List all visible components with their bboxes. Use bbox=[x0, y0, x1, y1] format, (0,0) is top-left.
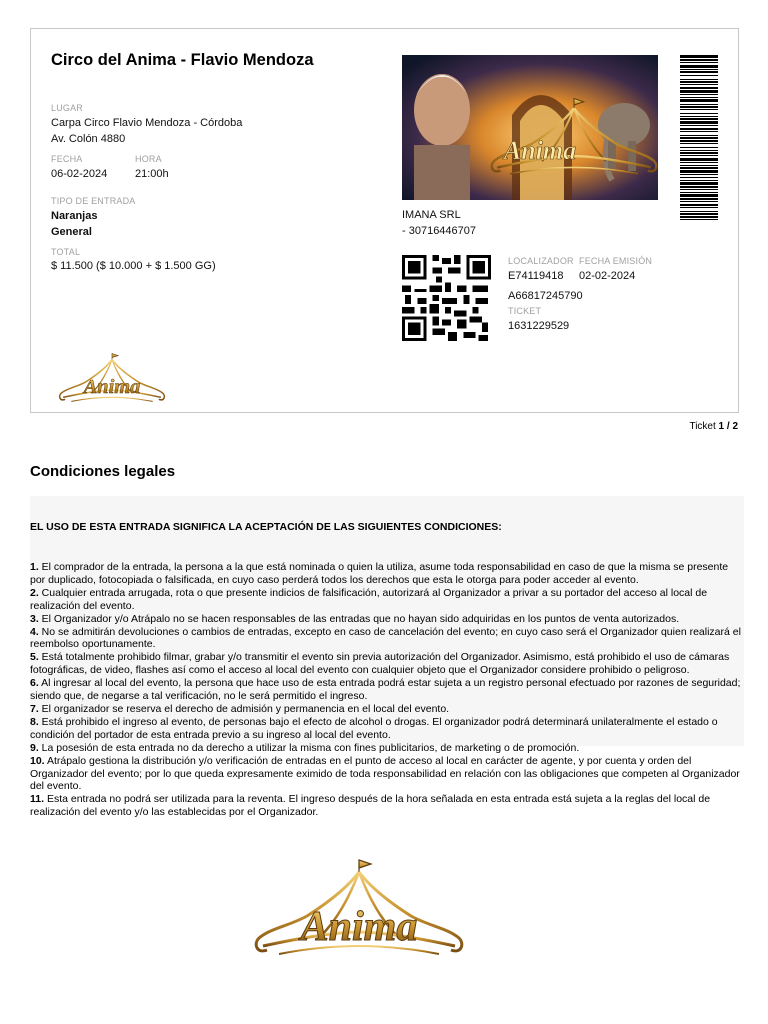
qr-code bbox=[402, 255, 491, 341]
barcode-bar bbox=[680, 162, 718, 163]
logo-small-text: Anima bbox=[83, 376, 141, 399]
barcode-bar bbox=[680, 186, 718, 188]
hora-value: 21:00h bbox=[135, 168, 169, 180]
barcode-bar bbox=[680, 216, 718, 218]
barcode-bar bbox=[680, 198, 718, 200]
barcode-bar bbox=[680, 211, 718, 212]
organizer-name: IMANA SRL bbox=[402, 209, 461, 221]
organizer-cuit: - 30716446707 bbox=[402, 225, 477, 237]
barcode-bar bbox=[680, 192, 718, 193]
barcode-bar bbox=[680, 165, 718, 166]
barcode-bar bbox=[680, 137, 718, 139]
hora-label: HORA bbox=[135, 154, 162, 164]
fecha-emision-label: FECHA EMISIÓN bbox=[579, 256, 653, 266]
barcode-bar bbox=[680, 125, 718, 126]
barcode-bar bbox=[680, 207, 718, 208]
barcode-bar bbox=[680, 99, 718, 102]
condition-item: 8. Está prohibido el ingreso al evento, de personas bajo el efecto de alcohol o drogas. El organizador podrá determinará unilateralmente el estado o condición del portador de esta entrada previo a su ingreso al local del evento. bbox=[30, 715, 718, 741]
condition-item: 2. Cualquier entrada arrugada, rota o que presente indicios de falsificación, autorizará al Organizador a privar a su portador del acceso al local de realización del evento. bbox=[30, 586, 708, 612]
barcode-bar bbox=[680, 140, 718, 142]
localizador-value: E74119418 bbox=[508, 270, 564, 282]
logo-large-text: Anima bbox=[300, 904, 418, 950]
ticket-pagination-prefix: Ticket bbox=[689, 421, 719, 432]
barcode-bar bbox=[680, 118, 718, 120]
total-value: $ 11.500 ($ 10.000 + $ 1.500 GG) bbox=[51, 260, 216, 272]
fecha-emision-value: 02-02-2024 bbox=[579, 270, 636, 282]
lugar-label: LUGAR bbox=[51, 103, 84, 113]
barcode-bar bbox=[680, 81, 718, 83]
tipo-entrada-line1: Naranjas bbox=[51, 210, 98, 222]
barcode-bar bbox=[680, 147, 718, 148]
ticket-pagination-current: 1 bbox=[718, 421, 725, 432]
barcode-bar bbox=[680, 158, 718, 161]
barcode-bar bbox=[680, 182, 718, 185]
barcode-bar bbox=[680, 65, 718, 68]
barcode-bar bbox=[680, 213, 718, 215]
barcode-bar bbox=[680, 189, 718, 190]
barcode-bar bbox=[680, 204, 718, 206]
ticket-pagination bbox=[689, 421, 738, 432]
condition-item: 1. El comprador de la entrada, la persona a la que está nominada o quien la utiliza, asume toda responsabilidad en caso de que la misma se presente por duplicado, fotocopiada o falsificada, en cuyo caso perderá todos los derechos que esta le otorga para poder acceder al evento. bbox=[30, 561, 729, 586]
condition-item: 6. Al ingresar al local del evento, la persona que hace uso de esta entrada podrá estar sujeta a un registro personal efectuado por razones de seguridad; siendo que, de negarse a tal verificación, no le será permitido el ingreso. bbox=[30, 677, 741, 703]
barcode-bar bbox=[680, 167, 718, 169]
condition-item: 7. El organizador se reserva el derecho de admisión y permanencia en el local del evento. bbox=[30, 702, 450, 715]
barcode-bar bbox=[680, 201, 718, 202]
lugar-line1: Carpa Circo Flavio Mendoza - Córdoba bbox=[51, 117, 243, 129]
condition-item: 4. No se admitirán devoluciones o cambios de entradas, excepto en caso de cancelación del evento; en cuyo caso será el Organizador quien realizará el reembolso oportunamente. bbox=[30, 625, 741, 651]
fecha-value: 06-02-2024 bbox=[51, 168, 108, 180]
barcode-bar bbox=[680, 131, 718, 132]
barcode-bar bbox=[680, 59, 718, 61]
ticket-number: 1631229529 bbox=[508, 320, 570, 332]
conditions-list bbox=[30, 561, 742, 819]
poster-logo-text: Anima bbox=[503, 136, 577, 165]
conditions-heading: EL USO DE ESTA ENTRADA SIGNIFICA LA ACEPTACIÓN DE LAS SIGUIENTES CONDICIONES: bbox=[30, 521, 502, 533]
lugar-line2: Av. Colón 4880 bbox=[51, 133, 126, 145]
barcode-bar bbox=[680, 79, 718, 80]
barcode-bar bbox=[680, 116, 718, 117]
barcode-bar bbox=[680, 135, 718, 136]
total-label: TOTAL bbox=[51, 247, 81, 257]
conditions-title: Condiciones legales bbox=[30, 463, 176, 480]
barcode-bar bbox=[680, 150, 718, 151]
barcode-bar bbox=[680, 62, 718, 63]
barcode-bar bbox=[680, 87, 718, 89]
barcode bbox=[680, 55, 718, 359]
localizador-label: LOCALIZADOR bbox=[508, 256, 574, 266]
barcode-bar bbox=[680, 155, 718, 156]
barcode-bar bbox=[680, 90, 718, 93]
barcode-bar bbox=[680, 106, 718, 108]
event-poster-image bbox=[402, 55, 658, 200]
barcode-bar bbox=[680, 94, 718, 95]
barcode-bar bbox=[680, 104, 718, 105]
barcode-bar bbox=[680, 194, 718, 197]
condition-item: 9. La posesión de esta entrada no da derecho a utilizar la misma con fines publicitarios, de marketing o de promoción. bbox=[30, 741, 580, 754]
fecha-label: FECHA bbox=[51, 154, 83, 164]
tipo-entrada-line2: General bbox=[51, 226, 92, 238]
barcode-bar bbox=[680, 143, 718, 144]
barcode-bar bbox=[680, 69, 718, 70]
barcode-bar bbox=[680, 109, 718, 110]
ticket-pagination-total: 2 bbox=[732, 421, 738, 432]
barcode-bar bbox=[680, 121, 718, 124]
barcode-bar bbox=[680, 97, 718, 98]
condition-item: 5. Está totalmente prohibido filmar, grabar y/o transmitir el evento sin previa autorización del Organizador. Asimismo, está prohibido el uso de cámaras fotográficas, de video, flashes así como el acceso al local del evento con cualquier objeto que el Organizador considere prohibido o peligroso. bbox=[30, 651, 730, 677]
barcode-bar bbox=[680, 152, 718, 154]
barcode-bar bbox=[680, 128, 718, 130]
ticket-label: TICKET bbox=[508, 306, 542, 316]
barcode-bar bbox=[680, 55, 718, 58]
ticket-card bbox=[30, 28, 739, 413]
anima-logo-small bbox=[56, 351, 168, 409]
event-title: Circo del Anima - Flavio Mendoza bbox=[51, 51, 314, 69]
condition-item: 11. Esta entrada no podrá ser utilizada para la reventa. El ingreso después de la hora señalada en esta entrada está sujeta a la reglas del local de realización del evento y/o las establecidas por el Organizador. bbox=[30, 793, 711, 819]
barcode-bar bbox=[680, 219, 718, 220]
barcode-bar bbox=[680, 180, 718, 181]
barcode-bar bbox=[680, 71, 718, 73]
barcode-bar bbox=[680, 174, 718, 175]
anima-logo-large bbox=[248, 858, 470, 966]
localizador-secondary: A66817245790 bbox=[508, 290, 583, 302]
condition-item: 3. El Organizador y/o Atrápalo no se hacen responsables de las entradas que no hayan sido adquiridas en los puntos de venta autorizados. bbox=[30, 612, 680, 625]
barcode-bar bbox=[680, 177, 718, 178]
barcode-bar bbox=[680, 113, 718, 114]
tipo-entrada-label: TIPO DE ENTRADA bbox=[51, 196, 136, 206]
barcode-bar bbox=[680, 170, 718, 173]
barcode-bar bbox=[680, 84, 718, 85]
barcode-bar bbox=[680, 75, 718, 76]
condition-item: 10. Atrápalo gestiona la distribución y/o verificación de entradas en el punto de acceso al local en carácter de agente, y por cuenta y orden del Organizador del evento; por lo que queda expresamente eximido de toda responsabilidad en relación con las obligaciones que competen al Organizador del evento. bbox=[30, 754, 740, 793]
ticket-pagination-sep: / bbox=[724, 421, 733, 432]
